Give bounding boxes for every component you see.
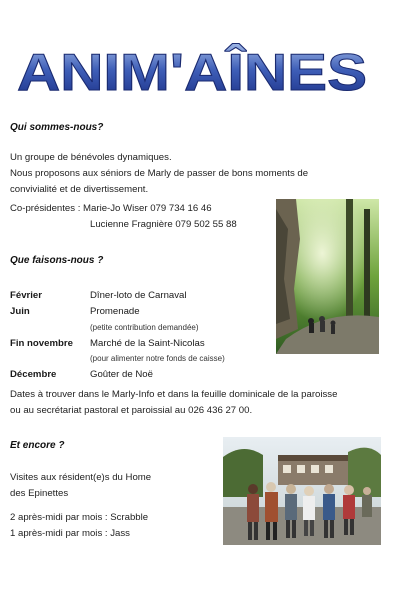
- who-line2: Nous proposons aux séniors de Marly de passer de bons moments de: [10, 168, 309, 179]
- what-heading: Que faisons-nous ?: [10, 255, 104, 266]
- more-line1: Visites aux résident(e)s du Home: [10, 472, 152, 483]
- who-heading: Qui sommes-nous?: [10, 122, 104, 133]
- event-note: (pour alimenter notre fonds de caisse): [90, 354, 225, 363]
- event-month: Décembre: [10, 369, 57, 380]
- who-line3: convivialité et de divertissement.: [10, 184, 149, 195]
- event-desc: Goûter de Noë: [90, 369, 153, 380]
- forest-photo: [276, 199, 379, 354]
- more-line2: des Epinettes: [10, 488, 69, 499]
- more-line3: 2 après-midi par mois : Scrabble: [10, 512, 149, 523]
- event-desc: Dîner-loto de Carnaval: [90, 290, 187, 301]
- dates-line1: Dates à trouver dans le Marly-Info et dans la feuille dominicale de la paroisse: [10, 389, 338, 400]
- event-note: (petite contribution demandée): [90, 323, 199, 332]
- who-line1: Un groupe de bénévoles dynamiques.: [10, 152, 172, 163]
- event-month: Juin: [10, 306, 30, 317]
- event-desc: Promenade: [90, 306, 140, 317]
- page-title: [14, 42, 370, 100]
- group-photo: [223, 437, 381, 545]
- contact-line1: Co-présidentes : Marie-Jo Wiser 079 734 16 46: [10, 203, 212, 214]
- event-month: Février: [10, 290, 42, 301]
- title-text: ANIM'AÎNES: [17, 44, 322, 100]
- more-heading: Et encore ?: [10, 440, 65, 451]
- dates-line2: ou au secrétariat pastoral et paroissial au 026 436 27 00.: [10, 405, 253, 416]
- event-desc: Marché de la Saint-Nicolas: [90, 338, 205, 349]
- more-line4: 1 après-midi par mois : Jass: [10, 528, 130, 539]
- event-month: Fin novembre: [10, 338, 73, 349]
- contact-line2: Lucienne Fragnière 079 502 55 88: [90, 219, 237, 230]
